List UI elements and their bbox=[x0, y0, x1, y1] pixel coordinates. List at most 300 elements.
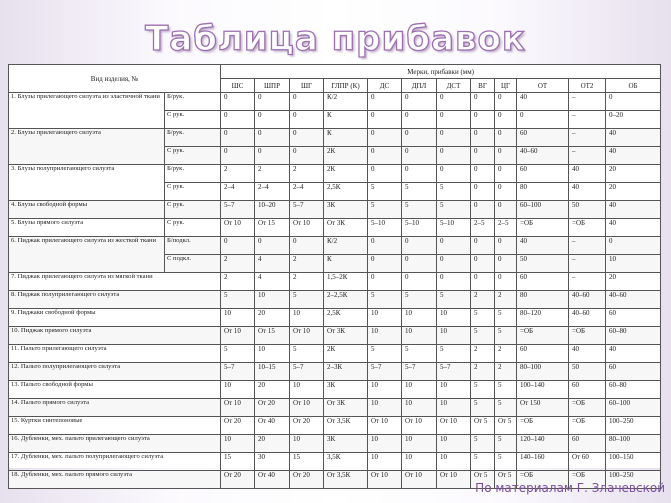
value-cell: 10 bbox=[290, 381, 324, 399]
value-cell: От 3,5К bbox=[324, 417, 368, 435]
value-cell: 0 bbox=[368, 111, 402, 129]
column-header: ВГ bbox=[471, 79, 495, 93]
value-cell: 40–60 bbox=[606, 291, 661, 309]
value-cell: 10 bbox=[221, 309, 255, 327]
value-cell: 0 bbox=[471, 147, 495, 165]
value-cell: 0 bbox=[495, 147, 517, 165]
table-row bbox=[9, 417, 661, 435]
item-name-cell: 5. Блузы прямого силуэта bbox=[9, 219, 165, 237]
value-cell: 0 bbox=[437, 273, 471, 291]
column-header: ШГ bbox=[290, 79, 324, 93]
table-row bbox=[9, 381, 661, 399]
value-cell: 40 bbox=[606, 129, 661, 147]
value-cell: 0 bbox=[402, 111, 437, 129]
value-cell: От 3К bbox=[324, 327, 368, 345]
measures-group-header: Мерки, прибавки (мм) bbox=[221, 65, 661, 79]
value-cell: 5 bbox=[368, 291, 402, 309]
value-cell: 2К bbox=[324, 165, 368, 183]
value-cell: От 15 bbox=[255, 327, 290, 345]
value-cell: 40–60 bbox=[517, 147, 569, 165]
value-cell: 0 bbox=[402, 237, 437, 255]
value-cell: 40 bbox=[606, 219, 661, 237]
sleeve-variant-cell: С рук. bbox=[165, 201, 221, 219]
value-cell: От 10 bbox=[437, 417, 471, 435]
value-cell: 40–60 bbox=[569, 291, 606, 309]
value-cell: 2 bbox=[495, 291, 517, 309]
value-cell: 80 bbox=[517, 291, 569, 309]
value-cell: От 20 bbox=[255, 399, 290, 417]
value-cell: От 3К bbox=[324, 399, 368, 417]
value-cell: 5 bbox=[471, 381, 495, 399]
column-header: ОБ bbox=[606, 79, 661, 93]
value-cell: 0 bbox=[402, 147, 437, 165]
value-cell: =ОБ bbox=[569, 417, 606, 435]
value-cell: 60 bbox=[517, 129, 569, 147]
value-cell: 10 bbox=[290, 435, 324, 453]
value-cell: 5–10 bbox=[402, 219, 437, 237]
value-cell: 15 bbox=[290, 453, 324, 471]
value-cell: – bbox=[569, 93, 606, 111]
item-name-cell: 9. Пиджаки свободной формы bbox=[9, 309, 221, 327]
value-cell: От 20 bbox=[290, 471, 324, 489]
table-row bbox=[9, 309, 661, 327]
sleeve-variant-cell: С рук. bbox=[165, 219, 221, 237]
value-cell: – bbox=[569, 237, 606, 255]
value-cell: 100–150 bbox=[606, 453, 661, 471]
column-header: ДС bbox=[368, 79, 402, 93]
value-cell: 0 bbox=[495, 237, 517, 255]
value-cell: 60–100 bbox=[517, 201, 569, 219]
value-cell: От 5 bbox=[471, 471, 495, 489]
table-row bbox=[9, 93, 661, 111]
value-cell: От 5 bbox=[495, 417, 517, 435]
value-cell: 0 bbox=[471, 165, 495, 183]
value-cell: 10 bbox=[368, 309, 402, 327]
value-cell: От 3,5К bbox=[324, 471, 368, 489]
value-cell: 20 bbox=[606, 273, 661, 291]
sleeve-variant-cell: Б/рук. bbox=[165, 165, 221, 183]
value-cell: 40 bbox=[569, 165, 606, 183]
value-cell: От 40 bbox=[255, 417, 290, 435]
value-cell: 10 bbox=[255, 291, 290, 309]
value-cell: 0 bbox=[495, 201, 517, 219]
value-cell: 0 bbox=[290, 129, 324, 147]
value-cell: 60 bbox=[606, 363, 661, 381]
value-cell: От 10 bbox=[290, 399, 324, 417]
value-cell: 10–20 bbox=[255, 201, 290, 219]
value-cell: 0 bbox=[221, 237, 255, 255]
table-row bbox=[9, 129, 661, 147]
header-row-top bbox=[9, 65, 661, 79]
value-cell: От 10 bbox=[221, 219, 255, 237]
column-header: ШС bbox=[221, 79, 255, 93]
value-cell: 5 bbox=[290, 345, 324, 363]
sleeve-variant-cell: С рук. bbox=[165, 111, 221, 129]
value-cell: 0 bbox=[255, 237, 290, 255]
allowance-table-sheet bbox=[8, 64, 660, 479]
item-name-cell: 14. Пальто прямого силуэта bbox=[9, 399, 221, 417]
value-cell: 10 bbox=[368, 381, 402, 399]
value-cell: 20 bbox=[255, 309, 290, 327]
value-cell: 5 bbox=[471, 309, 495, 327]
value-cell: 0 bbox=[368, 273, 402, 291]
value-cell: 5 bbox=[495, 327, 517, 345]
value-cell: 0 bbox=[221, 129, 255, 147]
value-cell: 0 bbox=[437, 237, 471, 255]
value-cell: 60 bbox=[517, 345, 569, 363]
value-cell: 0 bbox=[495, 183, 517, 201]
value-cell: 10 bbox=[368, 435, 402, 453]
value-cell: 60–80 bbox=[606, 327, 661, 345]
value-cell: =ОБ bbox=[517, 219, 569, 237]
value-cell: 5–10 bbox=[368, 219, 402, 237]
value-cell: 0 bbox=[495, 129, 517, 147]
value-cell: 0 bbox=[368, 255, 402, 273]
value-cell: 10–15 bbox=[255, 363, 290, 381]
column-header: ШПР bbox=[255, 79, 290, 93]
value-cell: 5 bbox=[495, 381, 517, 399]
value-cell: 120–140 bbox=[517, 435, 569, 453]
sleeve-variant-cell: Б/подкл. bbox=[165, 237, 221, 255]
value-cell: От 3К bbox=[324, 219, 368, 237]
column-header: ЦГ bbox=[495, 79, 517, 93]
value-cell: 5 bbox=[437, 183, 471, 201]
value-cell: 5 bbox=[437, 291, 471, 309]
value-cell: 0 bbox=[471, 273, 495, 291]
item-name-cell: 10. Пиджак прямого силуэта bbox=[9, 327, 221, 345]
value-cell: 5 bbox=[495, 435, 517, 453]
value-cell: 0 bbox=[402, 129, 437, 147]
value-cell: 60 bbox=[517, 165, 569, 183]
value-cell: 5–7 bbox=[221, 363, 255, 381]
value-cell: 0 bbox=[290, 111, 324, 129]
value-cell: 100–250 bbox=[606, 471, 661, 489]
allowance-table bbox=[8, 64, 661, 489]
value-cell: 5 bbox=[368, 183, 402, 201]
value-cell: 5 bbox=[495, 309, 517, 327]
value-cell: 2 bbox=[495, 345, 517, 363]
value-cell: От 10 bbox=[437, 471, 471, 489]
value-cell: 5–7 bbox=[290, 201, 324, 219]
item-name-cell: 7. Пиджак прилегающего силуэта из мягкой ткани bbox=[9, 273, 221, 291]
value-cell: 2–2,5К bbox=[324, 291, 368, 309]
value-cell: 3,5К bbox=[324, 453, 368, 471]
value-cell: 0 bbox=[495, 93, 517, 111]
column-header: ОТ bbox=[517, 79, 569, 93]
value-cell: 10 bbox=[221, 435, 255, 453]
sleeve-variant-cell: С рук. bbox=[165, 147, 221, 165]
table-row bbox=[9, 165, 661, 183]
value-cell: 20 bbox=[255, 381, 290, 399]
value-cell: 2–4 bbox=[221, 183, 255, 201]
value-cell: 2,5К bbox=[324, 309, 368, 327]
value-cell: 2 bbox=[495, 363, 517, 381]
value-cell: 0 bbox=[517, 111, 569, 129]
item-name-cell: 18. Дубленки, мех. пальто прямого силуэта bbox=[9, 471, 221, 489]
value-cell: 0–20 bbox=[606, 111, 661, 129]
value-cell: 5 bbox=[368, 345, 402, 363]
value-cell: =ОБ bbox=[517, 417, 569, 435]
value-cell: 2 bbox=[290, 273, 324, 291]
value-cell: 2 bbox=[221, 255, 255, 273]
value-cell: 10 bbox=[402, 327, 437, 345]
value-cell: – bbox=[569, 273, 606, 291]
column-header: ОТ2 bbox=[569, 79, 606, 93]
value-cell: 0 bbox=[402, 255, 437, 273]
value-cell: 80–100 bbox=[517, 363, 569, 381]
value-cell: 0 bbox=[221, 93, 255, 111]
value-cell: =ОБ bbox=[569, 327, 606, 345]
value-cell: – bbox=[569, 255, 606, 273]
value-cell: 0 bbox=[471, 201, 495, 219]
value-cell: 40 bbox=[606, 201, 661, 219]
value-cell: 0 bbox=[402, 165, 437, 183]
item-name-cell: 2. Блузы прилегающего силуэта bbox=[9, 129, 165, 165]
value-cell: 2 bbox=[290, 255, 324, 273]
value-cell: 0 bbox=[471, 183, 495, 201]
value-cell: К bbox=[324, 129, 368, 147]
value-cell: 50 bbox=[517, 255, 569, 273]
value-cell: К bbox=[324, 111, 368, 129]
value-cell: 10 bbox=[606, 255, 661, 273]
value-cell: 10 bbox=[437, 399, 471, 417]
value-cell: От 20 bbox=[221, 471, 255, 489]
value-cell: 2К bbox=[324, 147, 368, 165]
table-row bbox=[9, 453, 661, 471]
value-cell: От 10 bbox=[402, 471, 437, 489]
value-cell: 0 bbox=[437, 129, 471, 147]
value-cell: 10 bbox=[368, 327, 402, 345]
value-cell: 60 bbox=[569, 435, 606, 453]
value-cell: 5 bbox=[402, 291, 437, 309]
value-cell: От 10 bbox=[221, 327, 255, 345]
value-cell: – bbox=[569, 147, 606, 165]
value-cell: 40 bbox=[606, 345, 661, 363]
value-cell: 10 bbox=[437, 435, 471, 453]
table-row bbox=[9, 363, 661, 381]
value-cell: 20 bbox=[606, 165, 661, 183]
value-cell: 10 bbox=[290, 309, 324, 327]
value-cell: От 10 bbox=[368, 417, 402, 435]
value-cell: 40 bbox=[517, 237, 569, 255]
value-cell: 0 bbox=[437, 93, 471, 111]
value-cell: =ОБ bbox=[569, 399, 606, 417]
value-cell: 5 bbox=[471, 435, 495, 453]
table-row bbox=[9, 273, 661, 291]
value-cell: – bbox=[569, 129, 606, 147]
table-body bbox=[9, 93, 661, 489]
table-row bbox=[9, 327, 661, 345]
value-cell: 0 bbox=[471, 111, 495, 129]
value-cell: От 10 bbox=[402, 417, 437, 435]
value-cell: 10 bbox=[255, 345, 290, 363]
value-cell: 0 bbox=[255, 93, 290, 111]
value-cell: 40 bbox=[569, 345, 606, 363]
sleeve-variant-cell: С рук. bbox=[165, 183, 221, 201]
value-cell: 5 bbox=[368, 201, 402, 219]
value-cell: 60 bbox=[517, 273, 569, 291]
value-cell: 0 bbox=[471, 129, 495, 147]
value-cell: 30 bbox=[255, 453, 290, 471]
value-cell: 40 bbox=[569, 183, 606, 201]
value-cell: 10 bbox=[402, 453, 437, 471]
value-cell: 0 bbox=[495, 273, 517, 291]
value-cell: 60 bbox=[606, 309, 661, 327]
value-cell: 5 bbox=[221, 345, 255, 363]
value-cell: 0 bbox=[290, 93, 324, 111]
value-cell: От 10 bbox=[290, 219, 324, 237]
value-cell: 2–4 bbox=[290, 183, 324, 201]
value-cell: 0 bbox=[368, 93, 402, 111]
value-cell: 2К bbox=[324, 345, 368, 363]
sleeve-variant-cell: Б/рук. bbox=[165, 129, 221, 147]
value-cell: 0 bbox=[606, 237, 661, 255]
value-cell: 0 bbox=[437, 111, 471, 129]
sleeve-variant-cell: Б/рук. bbox=[165, 93, 221, 111]
value-cell: К/2 bbox=[324, 93, 368, 111]
value-cell: 0 bbox=[368, 237, 402, 255]
column-header: ДСТ bbox=[437, 79, 471, 93]
value-cell: 4 bbox=[255, 255, 290, 273]
value-cell: 10 bbox=[402, 435, 437, 453]
value-cell: От 10 bbox=[368, 471, 402, 489]
value-cell: 5–10 bbox=[437, 219, 471, 237]
value-cell: 0 bbox=[290, 147, 324, 165]
value-cell: 0 bbox=[437, 147, 471, 165]
value-cell: От 150 bbox=[517, 399, 569, 417]
value-cell: 0 bbox=[221, 147, 255, 165]
value-cell: 20 bbox=[606, 183, 661, 201]
table-row bbox=[9, 345, 661, 363]
value-cell: 2 bbox=[255, 165, 290, 183]
value-cell: 140–160 bbox=[517, 453, 569, 471]
value-cell: От 10 bbox=[221, 399, 255, 417]
value-cell: 0 bbox=[402, 93, 437, 111]
value-cell: 15 bbox=[221, 453, 255, 471]
value-cell: 5 bbox=[221, 291, 255, 309]
value-cell: 2 bbox=[290, 165, 324, 183]
item-column-header: Вид изделия, № bbox=[9, 65, 221, 93]
value-cell: 60–80 bbox=[606, 381, 661, 399]
value-cell: 50 bbox=[569, 363, 606, 381]
value-cell: 20 bbox=[255, 435, 290, 453]
value-cell: 0 bbox=[471, 93, 495, 111]
value-cell: 0 bbox=[495, 165, 517, 183]
value-cell: 0 bbox=[495, 255, 517, 273]
value-cell: =ОБ bbox=[517, 471, 569, 489]
column-header: ГЛПР (К) bbox=[324, 79, 368, 93]
value-cell: 5 bbox=[402, 345, 437, 363]
value-cell: К/2 bbox=[324, 237, 368, 255]
value-cell: 5–7 bbox=[437, 363, 471, 381]
value-cell: 5 bbox=[471, 399, 495, 417]
item-name-cell: 17. Дубленки, мех. пальто полуприлегающего силуэта bbox=[9, 453, 221, 471]
value-cell: 10 bbox=[402, 309, 437, 327]
column-header: ДПЛ bbox=[402, 79, 437, 93]
value-cell: 0 bbox=[437, 165, 471, 183]
value-cell: 5–7 bbox=[290, 363, 324, 381]
value-cell: 10 bbox=[437, 309, 471, 327]
value-cell: 0 bbox=[255, 111, 290, 129]
value-cell: 5 bbox=[290, 291, 324, 309]
value-cell: 5 bbox=[495, 399, 517, 417]
item-name-cell: 11. Пальто прилегающего силуэта bbox=[9, 345, 221, 363]
value-cell: 0 bbox=[255, 147, 290, 165]
table-row bbox=[9, 219, 661, 237]
value-cell: 1,5–2К bbox=[324, 273, 368, 291]
item-name-cell: 12. Пальто полуприлегающего силуэта bbox=[9, 363, 221, 381]
value-cell: 10 bbox=[368, 399, 402, 417]
value-cell: =ОБ bbox=[569, 471, 606, 489]
value-cell: 5 bbox=[437, 201, 471, 219]
item-name-cell: 8. Пиджак полуприлегающего силуэта bbox=[9, 291, 221, 309]
table-row bbox=[9, 399, 661, 417]
value-cell: От 5 bbox=[495, 471, 517, 489]
value-cell: 100–250 bbox=[606, 417, 661, 435]
value-cell: 0 bbox=[606, 93, 661, 111]
value-cell: 2,5К bbox=[324, 183, 368, 201]
value-cell: 2–5 bbox=[471, 219, 495, 237]
value-cell: 3К bbox=[324, 435, 368, 453]
value-cell: 3К bbox=[324, 201, 368, 219]
page-title: Таблица прибавок bbox=[145, 19, 526, 59]
value-cell: 5 bbox=[471, 327, 495, 345]
value-cell: К bbox=[324, 255, 368, 273]
value-cell: 2 bbox=[471, 291, 495, 309]
value-cell: 10 bbox=[437, 381, 471, 399]
value-cell: 80 bbox=[517, 183, 569, 201]
value-cell: 2–3К bbox=[324, 363, 368, 381]
value-cell: 40 bbox=[517, 93, 569, 111]
value-cell: От 40 bbox=[255, 471, 290, 489]
table-row bbox=[9, 291, 661, 309]
value-cell: 0 bbox=[221, 111, 255, 129]
value-cell: 5 bbox=[495, 453, 517, 471]
value-cell: 10 bbox=[368, 453, 402, 471]
source-credit: По материалам Г. Злачевской bbox=[475, 481, 665, 495]
value-cell: 4 bbox=[255, 273, 290, 291]
table-row bbox=[9, 201, 661, 219]
value-cell: 5–7 bbox=[221, 201, 255, 219]
value-cell: 0 bbox=[402, 273, 437, 291]
value-cell: 5 bbox=[437, 345, 471, 363]
item-name-cell: 1. Блузы прилегающего силуэта из эластичной ткани bbox=[9, 93, 165, 129]
value-cell: – bbox=[569, 111, 606, 129]
value-cell: 0 bbox=[437, 255, 471, 273]
value-cell: 10 bbox=[402, 381, 437, 399]
value-cell: 2–4 bbox=[255, 183, 290, 201]
value-cell: 0 bbox=[471, 255, 495, 273]
value-cell: От 60 bbox=[569, 453, 606, 471]
item-name-cell: 6. Пиджак прилегающего силуэта из жесткой ткани bbox=[9, 237, 165, 273]
value-cell: 5–7 bbox=[368, 363, 402, 381]
value-cell: От 20 bbox=[221, 417, 255, 435]
value-cell: 0 bbox=[290, 237, 324, 255]
value-cell: 10 bbox=[437, 453, 471, 471]
value-cell: 100–140 bbox=[517, 381, 569, 399]
value-cell: =ОБ bbox=[569, 219, 606, 237]
value-cell: 10 bbox=[402, 399, 437, 417]
value-cell: 0 bbox=[368, 165, 402, 183]
item-name-cell: 4. Блузы свободной формы bbox=[9, 201, 165, 219]
value-cell: 60 bbox=[569, 381, 606, 399]
value-cell: 5–7 bbox=[402, 363, 437, 381]
value-cell: 2 bbox=[221, 273, 255, 291]
item-name-cell: 16. Дубленки, мех. пальто прилегающего силуэта bbox=[9, 435, 221, 453]
value-cell: 5 bbox=[471, 453, 495, 471]
value-cell: 5 bbox=[402, 201, 437, 219]
value-cell: От 20 bbox=[290, 417, 324, 435]
